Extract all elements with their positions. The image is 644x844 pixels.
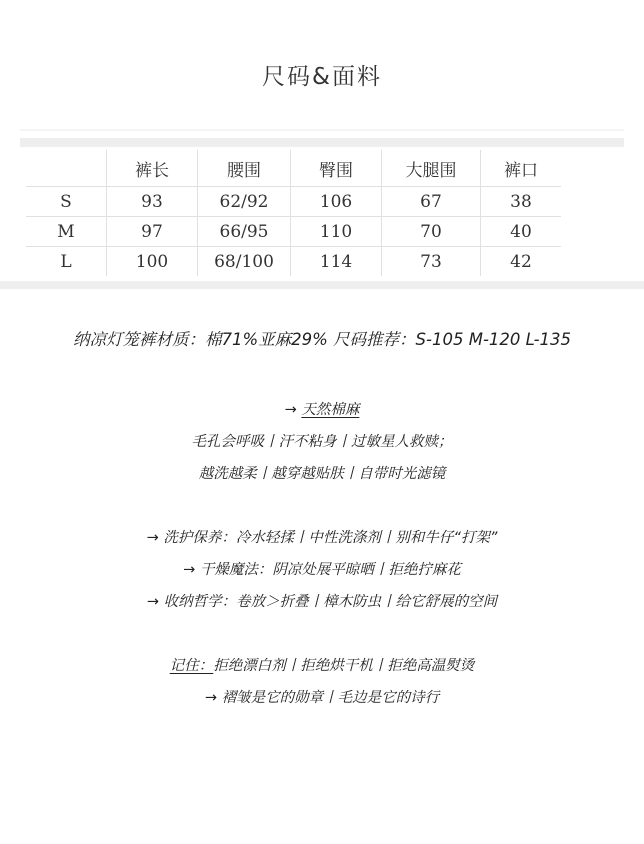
table-cell: S (26, 187, 107, 217)
header-cell (26, 150, 107, 187)
header-cell: 裤口 (481, 150, 562, 187)
table-cell: 68/100 (198, 247, 291, 277)
remember-line-2: → 褶皱是它的勋章丨毛边是它的诗行 (204, 690, 440, 706)
care-line-dry: → 干燥魔法：阴凉处展平晾晒丨拒绝拧麻花 (183, 562, 461, 578)
table-cell: 38 (481, 187, 562, 217)
header-cell: 裤长 (107, 150, 198, 187)
table-cell: L (26, 247, 107, 277)
table-cell: 70 (382, 217, 481, 247)
table-cell: 100 (107, 247, 198, 277)
table-cell: 114 (291, 247, 382, 277)
arrow: → (284, 402, 302, 418)
header-cell: 臀围 (291, 150, 382, 187)
table-cell: 62/92 (198, 187, 291, 217)
table-cell: 42 (510, 251, 532, 272)
care-line-wash: → 洗护保养：冷水轻揉丨中性洗涤剂丨别和牛仔“打架” (146, 530, 498, 546)
table-cell: 97 (107, 217, 198, 247)
table-cell: 73 (382, 247, 481, 277)
remember-label: 记住： (169, 658, 214, 674)
size-table (26, 150, 561, 276)
table-row (26, 217, 561, 247)
natural-line-2: 越洗越柔丨越穿越贴肤丨自带时光滤镜 (198, 466, 446, 482)
table-cell: 93 (107, 187, 198, 217)
header-cell: 腰围 (198, 150, 291, 187)
care-line-storage: → 收纳哲学：卷放＞折叠丨樟木防虫丨给它舒展的空间 (146, 594, 498, 610)
material-line: 纳凉灯笼裤材质：棉71%亚麻29% 尺码推荐：S-105 M-120 L-135 (72, 330, 572, 349)
table-bottom-divider (0, 281, 644, 289)
remember-text: 拒绝漂白剂丨拒绝烘干机丨拒绝高温熨烫 (213, 658, 475, 674)
table-cell: 106 (291, 187, 382, 217)
table-cell: 110 (291, 217, 382, 247)
table-row (26, 187, 561, 217)
remember-line (0, 654, 644, 675)
natural-heading (0, 398, 644, 419)
table-cell: 66/95 (198, 217, 291, 247)
page-title: 尺码&面料 (262, 64, 382, 90)
table-cell: 40 (481, 217, 562, 247)
table-cell: 67 (382, 187, 481, 217)
header-cell: 大腿围 (382, 150, 481, 187)
table-header-row (26, 150, 561, 187)
natural-heading-text: 天然棉麻 (301, 402, 360, 418)
table-cell: M (26, 217, 107, 247)
table-row (26, 247, 561, 277)
natural-line-1: 毛孔会呼吸丨汗不粘身丨过敏星人救赎； (191, 434, 453, 450)
table-top-divider (20, 129, 624, 147)
